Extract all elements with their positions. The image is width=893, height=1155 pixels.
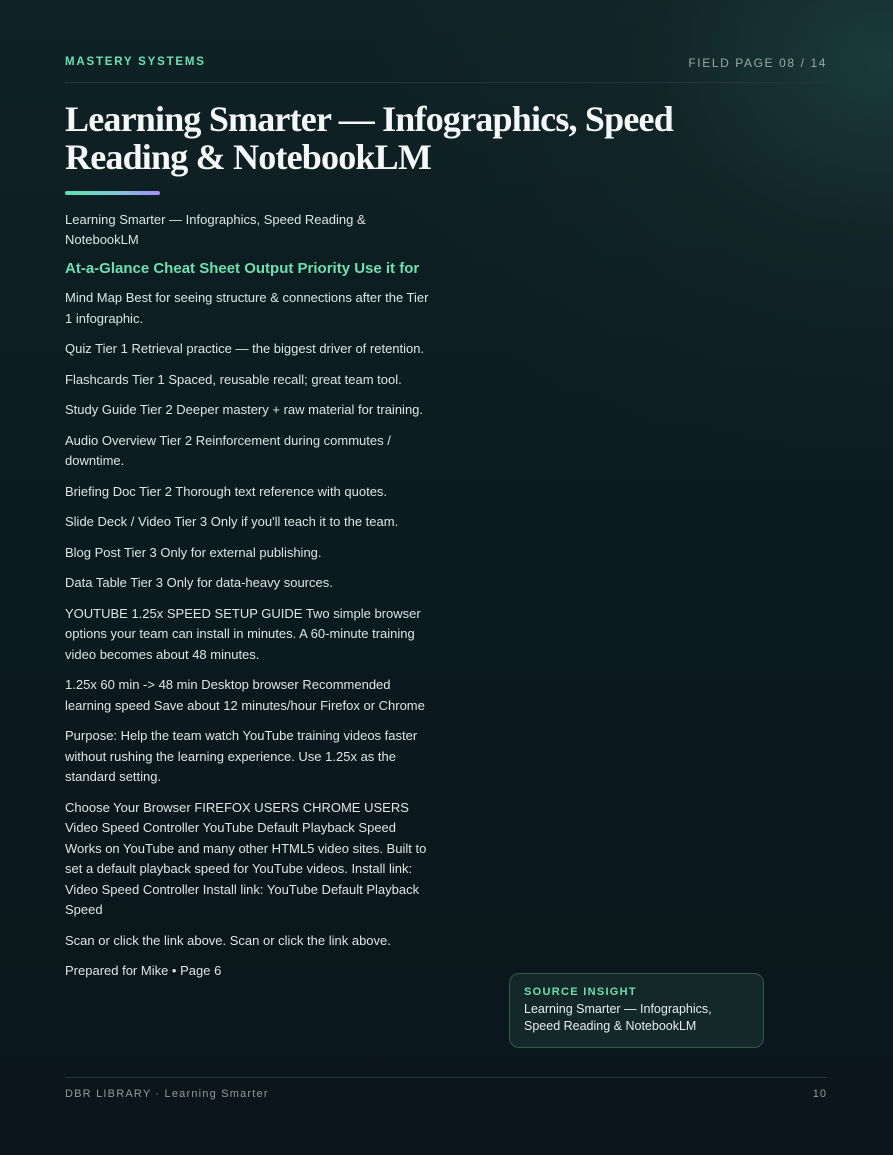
page-header	[65, 55, 827, 83]
subtitle-text: Learning Smarter — Infographics, Speed Reading & NotebookLM	[65, 212, 366, 247]
paragraph-audio-overview: Audio Overview Tier 2 Reinforcement during commutes / downtime.	[65, 432, 391, 468]
footer-page-number: 10	[812, 1088, 827, 1100]
page-footer	[65, 1077, 827, 1100]
callout-label: SOURCE INSIGHT	[524, 986, 637, 998]
brand-label: MASTERY SYSTEMS	[65, 56, 206, 68]
paragraph-scan-links: Scan or click the link above. Scan or click the link above.	[65, 932, 391, 948]
paragraph-flashcards: Flashcards Tier 1 Spaced, reusable recall; great team tool.	[65, 371, 402, 387]
page-indicator: FIELD PAGE 08 / 14	[688, 56, 827, 70]
cheat-sheet-heading: At-a-Glance Cheat Sheet Output Priority Use it for	[65, 260, 420, 277]
main-content	[65, 210, 435, 992]
paragraph-quiz: Quiz Tier 1 Retrieval practice — the biggest driver of retention.	[65, 341, 425, 356]
paragraph-prepared-for: Prepared for Mike • Page 6	[65, 963, 222, 978]
title-accent-rule	[65, 191, 160, 195]
paragraph-slide-deck: Slide Deck / Video Tier 3 Only if you'll teach it to the team.	[65, 514, 399, 529]
document-page	[65, 0, 827, 1155]
footer-library-label: DBR LIBRARY · Learning Smarter	[65, 1088, 269, 1100]
callout-text: Learning Smarter — Infographics, Speed Reading & NotebookLM	[524, 1002, 712, 1033]
paragraph-speed-stats: 1.25x 60 min -> 48 min Desktop browser Recommended learning speed Save about 12 minutes/hour Firefox or Chrome	[65, 677, 425, 713]
paragraph-choose-browser: Choose Your Browser FIREFOX USERS CHROME USERS Video Speed Controller YouTube Default Playback Speed Works on YouTube and many other HTML5 video sites. Built to set a default playback speed for YouTube videos. Install link: Video Speed Controller Install link: YouTube Default Playback Speed	[65, 799, 427, 917]
paragraph-study-guide: Study Guide Tier 2 Deeper mastery + raw material for training.	[65, 402, 424, 417]
paragraph-youtube-guide: YOUTUBE 1.25x SPEED SETUP GUIDE Two simple browser options your team can install in minutes. A 60-minute training video becomes about 48 minutes.	[65, 605, 421, 662]
paragraph-mind-map: Mind Map Best for seeing structure & connections after the Tier 1 infographic.	[65, 290, 429, 326]
paragraph-blog-post: Blog Post Tier 3 Only for external publishing.	[65, 544, 322, 560]
paragraph-purpose: Purpose: Help the team watch YouTube training videos faster without rushing the learning experience. Use 1.25x as the standard setting.	[65, 728, 418, 784]
paragraph-data-table: Data Table Tier 3 Only for data-heavy sources.	[65, 575, 333, 590]
source-insight-callout	[509, 973, 764, 1048]
page-title: Learning Smarter — Infographics, Speed Reading & NotebookLM	[65, 99, 673, 177]
paragraph-briefing-doc: Briefing Doc Tier 2 Thorough text reference with quotes.	[65, 483, 388, 499]
